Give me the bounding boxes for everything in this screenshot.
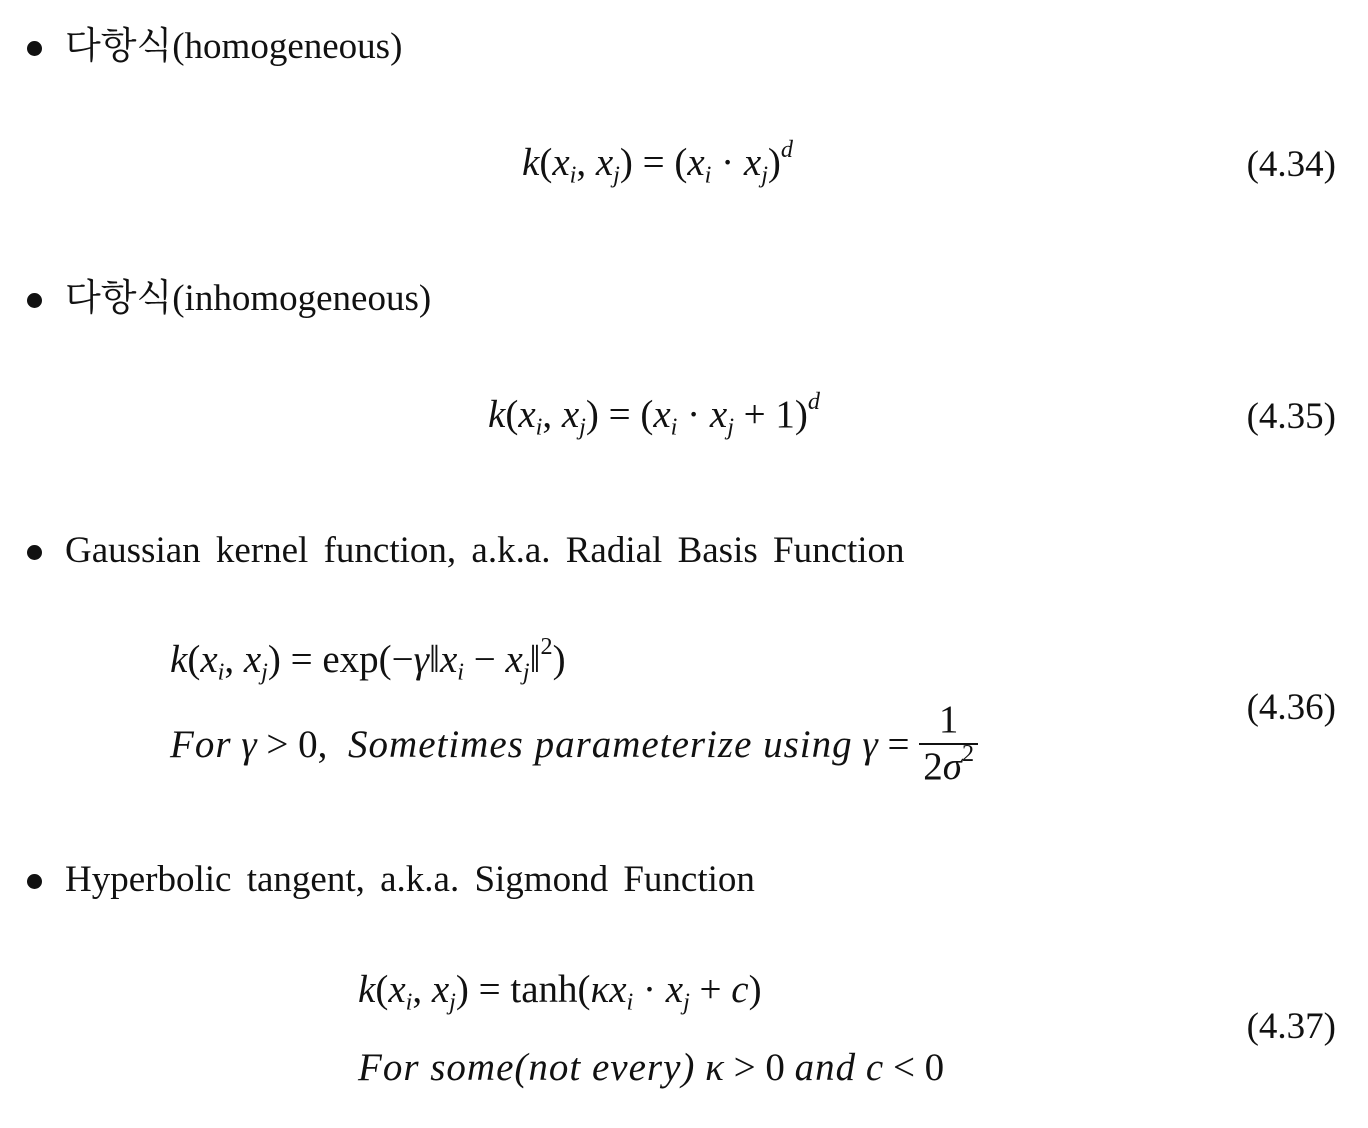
bullet-text: Gaussian kernel function, a.k.a. Radial Basis Function	[65, 530, 905, 571]
equation-number: (4.34)	[1246, 144, 1336, 185]
bullet-dot-icon	[27, 545, 42, 560]
equation-hyperbolic-tangent: $k(x_i$, $x_j) = \tanh(\kappa x_i \cdot x_j + c)$	[358, 968, 762, 1016]
fraction: $\frac{1}{2\sigma^2}$	[919, 698, 978, 790]
equation-number: (4.36)	[1246, 687, 1336, 728]
bullet-text: 다항식(homogeneous)	[65, 26, 403, 67]
equation-number: (4.35)	[1246, 396, 1336, 437]
equation-gaussian-condition: For γ > 0, Sometimes parameterize using γ = $\frac{1}{2\sigma^2}$	[170, 702, 978, 794]
equation-gaussian-kernel: $k(x_i$, $x_j$) = $\exp(-\gamma‖x_i$ − $x_j‖^2$)	[170, 632, 566, 686]
equation-polynomial-homogeneous: $k(x_i$, $x_j) = (x_i \cdot x_j)^d$	[522, 135, 794, 189]
condition-text: For	[170, 722, 232, 766]
condition-text: For some(not every)	[358, 1046, 696, 1089]
equation-number: (4.37)	[1246, 1006, 1336, 1047]
condition-text: and	[794, 1046, 857, 1089]
condition-text: Sometimes parameterize using	[348, 722, 853, 766]
bullet-dot-icon	[27, 41, 42, 56]
bullet-text: 다항식(inhomogeneous)	[65, 278, 432, 319]
equation-polynomial-inhomogeneous: $k(x_i$, $x_j) = (x_i \cdot x_j + 1)^d$	[488, 387, 820, 441]
bullet-dot-icon	[27, 293, 42, 308]
bullet-dot-icon	[27, 874, 42, 889]
bullet-text: Hyperbolic tangent, a.k.a. Sigmond Function	[65, 859, 755, 900]
equation-tanh-condition: For some(not every) κ > 0 and c < 0	[358, 1046, 945, 1089]
